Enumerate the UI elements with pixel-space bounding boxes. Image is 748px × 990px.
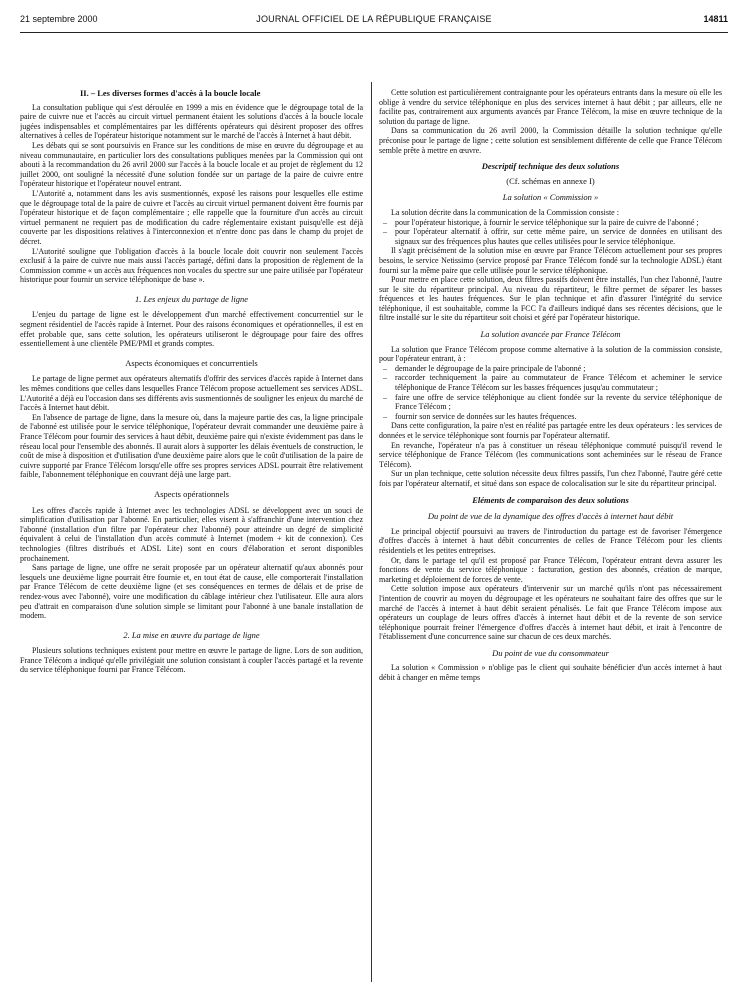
right-column (379, 88, 722, 990)
paragraph: Le partage de ligne permet aux opérateurs alternatifs d'offrir des services d'accès rapide à Internet dans les mêmes conditions que celles dans lesquelles France Télécom propose actuellement ses services ADSL. L'Autorité a déjà eu l'occasion dans ses différents avis susmentionnés de souligner les enjeux du marché de l'accès à Internet haut débit. (20, 374, 363, 413)
paragraph: Le principal objectif poursuivi au travers de l'introduction du partage est de favoriser l'émergence d'offres d'accès à internet à haut débit concurrentes de celles de France Télécom pour les clients résidentiels et les petites entreprises. (379, 526, 722, 555)
paragraph: Or, dans le partage tel qu'il est proposé par France Télécom, l'opérateur entrant devra assurer les fonctions de vente du service téléphonique : facturation, gestion des abonnés, création de marque, marketing et déploiement de forces de vente. (379, 555, 722, 584)
paragraph: Il s'agit précisément de la solution mise en œuvre par France Télécom actuellement pour ses propres besoins, le service Netissimo (service proposé par France Télécom fondé sur la technologie ADSL) étant fourni sur la même paire que celle utilisée pour le service téléphonique. (379, 246, 722, 275)
paragraph: L'Autorité souligne que l'obligation d'accès à la boucle locale doit couvrir non seulement l'accès exclusif à la paire de cuivre nue mais aussi l'accès partagé, défini dans la proposition de règlement de la Commission comme « un accès aux fréquences non vocales du spectre sur une paire utilisée par l'opérateur historique pour fournir un service téléphonique de base ». (20, 246, 363, 285)
paragraph: Les débats qui se sont poursuivis en France sur les conditions de mise en œuvre du dégroupage et au niveau communautaire, en particulier lors des consultations publiques menées par la Commission qui ont abouti à la recommandation du 26 avril 2000 sur l'accès à la boucle locale et au projet de règlement du 12 juillet 2000, ont souligné la nécessité d'une solution fondée sur un partage de la paire de cuivre entre l'opérateur historique et l'opérateur nouvel entrant. (20, 140, 363, 189)
paragraph: En revanche, l'opérateur n'a pas à constituer un réseau téléphonique commuté puisqu'il revend le service téléphonique de France Télécom (les communications sont acheminées sur le réseau de France Télécom). (379, 440, 722, 469)
subsection-title: La solution avancée par France Télécom (480, 329, 621, 340)
header-date: 21 septembre 2000 (20, 14, 98, 24)
list-item: – pour l'opérateur alternatif à offrir, sur cette même paire, un service de données en utilisant des signaux sur des fréquences plus hautes que celles utilisées pour le service téléphonique. (395, 227, 722, 246)
paragraph: La solution décrite dans la communication de la Commission consiste : (391, 207, 619, 217)
paragraph: Dans cette configuration, la paire n'est en réalité pas partagée entre les deux opérateurs : les services de données et le service téléphonique sont fournis par l'opérateur alternatif. (379, 421, 722, 440)
list-item: – pour l'opérateur historique, à fournir le service téléphonique sur la paire de cuivre de l'abonné ; (395, 218, 722, 228)
page-header (20, 14, 728, 28)
paragraph: Cette solution impose aux opérateurs d'intervenir sur un marché qu'ils n'ont pas nécessairement l'intention de couvrir au moyen du dégroupage et les opérateurs ne souhaitant faire des offres que sur le marché de l'accès à internet à haut débit seraient pénalisés. Le fait que France Télécom impose aux opérateurs un couplage de leurs offres d'accès à internet haut débit et de la revente de son service téléphonique pourrait freiner l'émergence d'offres d'accès à internet haut débit, et irait à l'encontre de l'établissement d'une concurrence saine sur chacun de ces deux marchés. (379, 584, 722, 642)
annex-note: (Cf. schémas en annexe I) (506, 175, 595, 186)
paragraph: Les offres d'accès rapide à Internet avec les technologies ADSL se développent avec un souci de simplification d'utilisation par l'abonné. En particulier, elles visent à s'affranchir d'une intervention chez l'abonné (installation d'un filtre par l'opérateur chez l'abonné) pour atteindre un degré de simplicité équivalent à celui de l'installation d'un accès commuté à Internet (modem + kit de connexion). Ces technologies (filtres distribués et ADSL Lite) sont en cours d'élaboration et seront disponibles prochainement. (20, 505, 363, 563)
dash-list (379, 364, 722, 422)
subsection-title: Du point de vue de la dynamique des offres d'accès à internet haut débit (427, 511, 674, 522)
list-item: – fournir son service de données sur les hautes fréquences. (395, 412, 722, 422)
paragraph: Cette solution est particulièrement contraignante pour les opérateurs entrants dans la mesure où elle les oblige à vendre du service téléphonique en plus des services internet à haut débit ; par ailleurs, elle ne facilite pas, contrairement aux arguments avancés par France Télécom, la mise en œuvre technique de la solution du partage de ligne. (379, 88, 722, 126)
paragraph: Sans partage de ligne, une offre ne serait proposée par un opérateur alternatif qu'aux abonnés pour lesquels une deuxième ligne pourrait être fournie et, en tout état de cause, elle comporterait l'installation par France Télécom de cette deuxième ligne (et ses conséquences en termes de délais et de prise de rendez-vous avec l'abonné), voire une modification du câblage intérieur chez l'utilisateur. Elle aura alors peu d'attrait en comparaison d'une solution simple se limitant pour l'abonné à une banale installation de modem. (20, 563, 363, 621)
paragraph: L'enjeu du partage de ligne est le développement d'un marché effectivement concurrentiel sur le segment résidentiel de l'accès rapide à Internet. Pour des raisons économiques et opérationnelles, il est en effet probable que, sans cette solution, les opérateurs utiliseront le dégroupage pour faire des offres essentiellement à une clientèle PME/PMI et grands comptes. (20, 310, 363, 349)
subsection-title: 2. La mise en œuvre du partage de ligne (123, 629, 260, 640)
subsection-title: 1. Les enjeux du partage de ligne (134, 293, 249, 304)
column-divider (371, 82, 372, 982)
paragraph: Pour mettre en place cette solution, deux filtres passifs doivent être installés, l'un chez l'abonné, l'autre sur le site du répartiteur principal. Au niveau du répartiteur, le filtre permet de séparer les basses fréquences et les hautes fréquences. Sur le plan technique et afin d'assurer l'intégrité du service téléphonique, il est souhaitable, comme la FCC l'a d'ailleurs indiqué dans ses récentes décisions, que le filtre installé sur le site du répartiteur soit choisi et géré par l'opérateur historique. (379, 275, 722, 323)
section-title: II. – Les diverses formes d'accès à la boucle locale (80, 88, 261, 98)
subsection-title: Descriptif technique des deux solutions (481, 161, 620, 172)
subsection-title: Eléments de comparaison des deux solutions (472, 494, 629, 505)
paragraph: Dans sa communication du 26 avril 2000, la Commission détaille la solution technique qu'elle préconise pour le partage de ligne ; cette solution est sensiblement différente de celle que France Télécom semble prête à mettre en œuvre. (379, 126, 722, 155)
journal-title: JOURNAL OFFICIEL DE LA RÉPUBLIQUE FRANÇAISE (256, 14, 492, 24)
list-item: – faire une offre de service téléphonique au client fondée sur la revente du service téléphonique de France Télécom ; (395, 393, 722, 412)
subsection-title: Aspects économiques et concurrentiels (125, 357, 258, 368)
paragraph: L'Autorité a, notamment dans les avis susmentionnés, exposé les raisons pour lesquelles elle estime que le dégroupage total de la paire de cuivre et l'accès au circuit virtuel permanent doivent être fournis par l'opérateur historique et de façon complémentaire ; elle rappelle que la fourniture d'un accès au circuit virtuel permanent ne requiert pas de modification du cadre réglementaire existant puisqu'elle est déjà couverte par les dispositions relatives à l'interconnexion et n'entre donc pas dans le champ du projet de décret. (20, 188, 363, 246)
paragraph: Sur un plan technique, cette solution nécessite deux filtres passifs, l'un chez l'abonné, l'autre géré cette fois par l'opérateur alternatif, et situé dans son espace de colocalisation sur le site du répartiteur principal. (379, 469, 722, 488)
subsection-title: Du point de vue du consommateur (492, 647, 609, 658)
subsection-title: La solution « Commission » (502, 192, 599, 203)
paragraph: Plusieurs solutions techniques existent pour mettre en œuvre le partage de ligne. Lors de son audition, France Télécom a indiqué qu'elle privilégiait une solution consistant à coupler l'accès partagé et la revente du service téléphonique fourni par France Télécom. (20, 646, 363, 675)
header-rule (20, 32, 728, 33)
left-column (20, 82, 363, 984)
paragraph: En l'absence de partage de ligne, dans la mesure où, dans la majeure partie des cas, la ligne principale de l'abonné est utilisée pour le service téléphonique, l'opérateur devrait commander une deuxième paire à France Télécom pour fournir des services à haut débit, deuxième paire qui n'existe évidemment pas dans le réseau local pour l'ensemble des abonnés. Il aurait alors à supporter les délais éventuels de construction, le coût de mise à disposition et d'utilisation d'une deuxième paire alors que le coût d'utilisation de la paire de cuivre supporté par France Télécom lorsqu'elle offre ses propres services ADSL pourrait être relativement faible, l'abonnement téléphonique en couvrant déjà une large part. (20, 412, 363, 480)
page-number: 14811 (703, 14, 728, 24)
dash-list (379, 218, 722, 247)
list-item: – demander le dégroupage de la paire principale de l'abonné ; (395, 364, 722, 374)
paragraph: La consultation publique qui s'est déroulée en 1999 a mis en évidence que le dégroupage total de la paire de cuivre nue et l'accès au circuit virtuel permanent étaient les solutions d'accès à la boucle locale jugées indispensables et complémentaires par les différents opérateurs qui désirent proposer des offres alternatives à celles de l'opérateur historique notamment sur le marché de l'accès à Internet à haut débit. (20, 102, 363, 141)
paragraph: La solution que France Télécom propose comme alternative à la solution de la commission consiste, pour l'opérateur entrant, à : (379, 344, 722, 364)
paragraph: La solution « Commission » n'oblige pas le client qui souhaite bénéficier d'un accès internet à haut débit à changer en même temps (379, 663, 722, 683)
list-item: – raccorder techniquement la paire au commutateur de France Télécom et acheminer le service téléphonique de France Télécom sur les basses fréquences jusqu'au commutateur ; (395, 373, 722, 392)
subsection-title: Aspects opérationnels (154, 488, 229, 499)
